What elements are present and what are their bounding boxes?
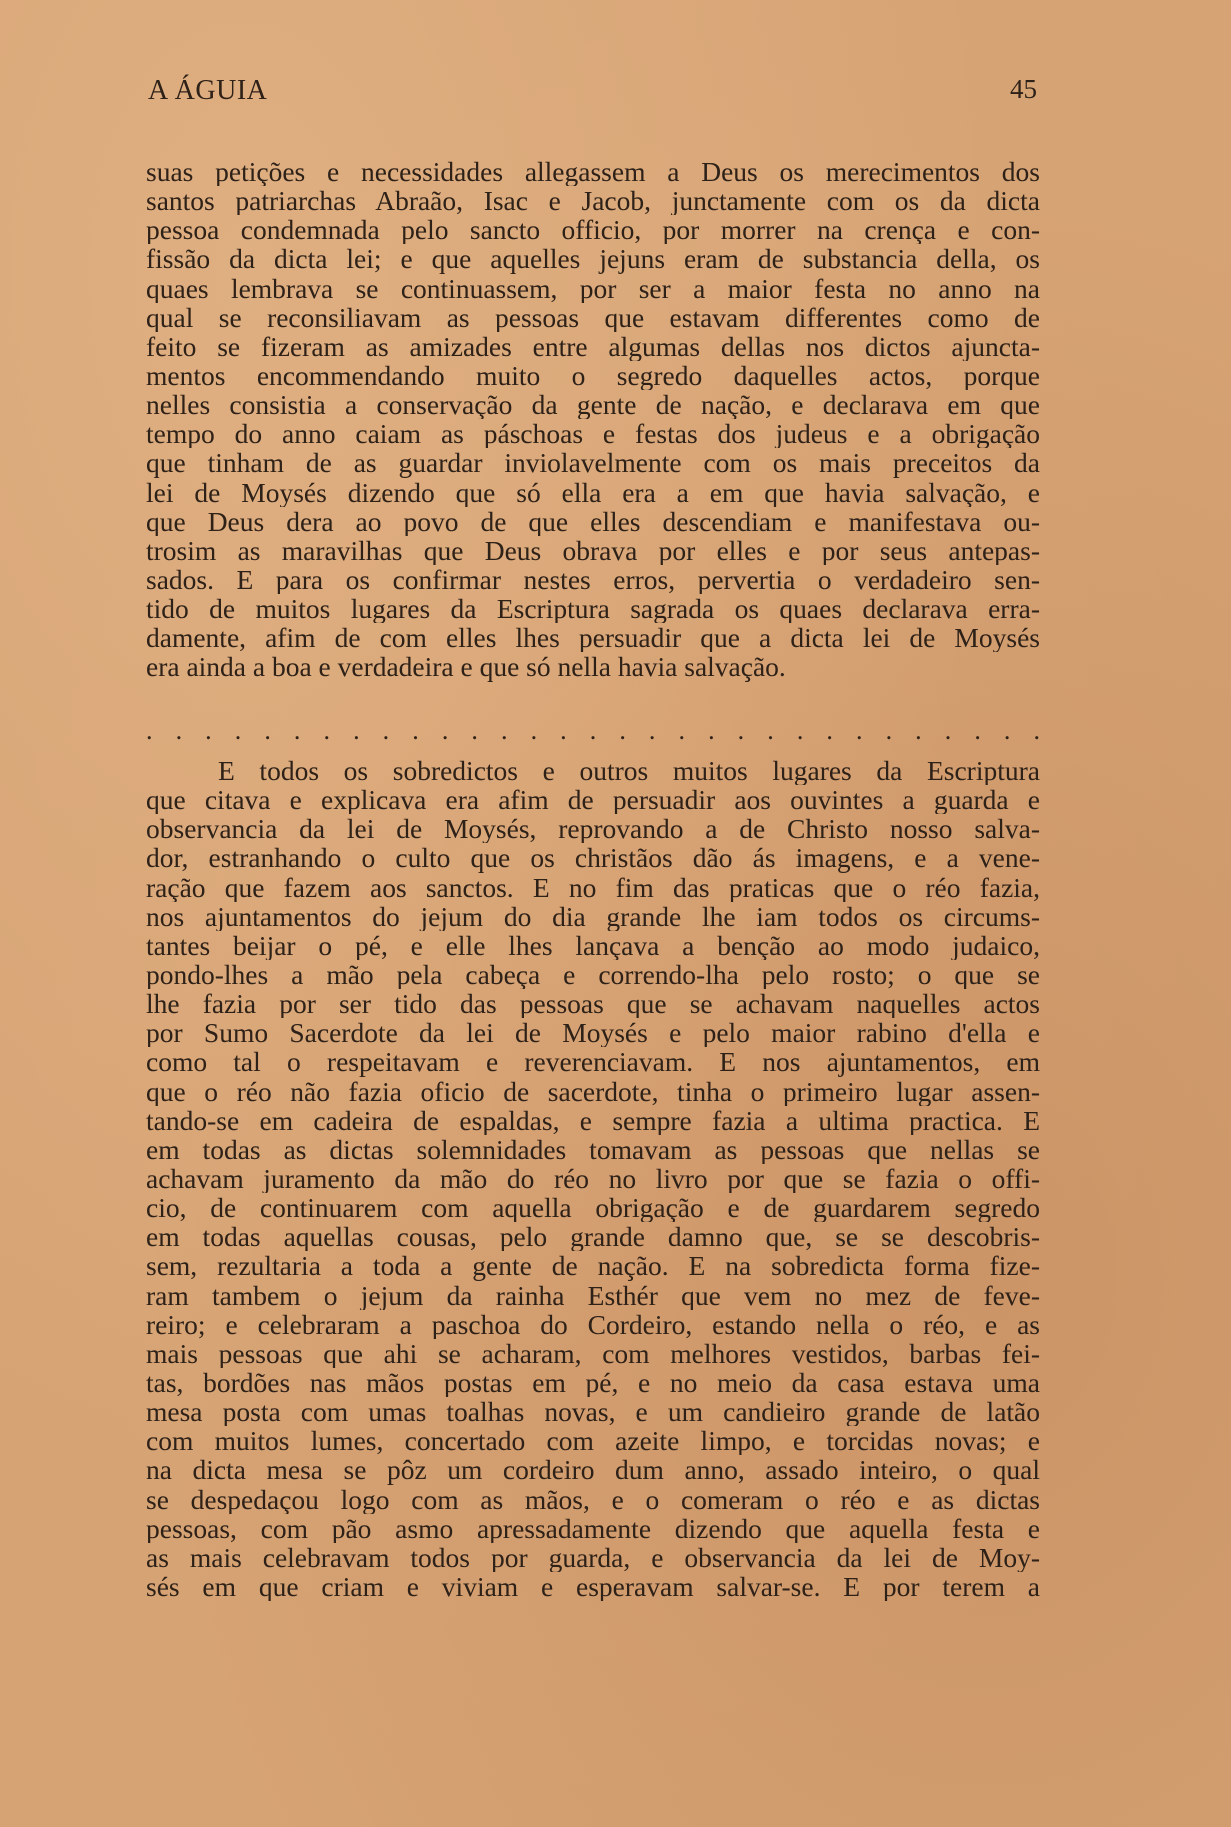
text-line: ram tambem o jejum da rainha Esthér que vem no mez de feve-	[146, 1280, 1040, 1310]
text-line: trosim as maravilhas que Deus obrava por elles e por seus antepas-	[146, 535, 1040, 565]
text-line: qual se reconsiliavam as pessoas que estavam differentes como de	[146, 302, 1040, 332]
text-line: dor, estranhando o culto que os christãos dão ás imagens, e a vene-	[146, 843, 1040, 873]
text-line: damente, afim de com elles lhes persuadir que a dicta lei de Moysés	[146, 623, 1040, 653]
text-line: que o réo não fazia oficio de sacerdote, tinha o primeiro lugar assen-	[146, 1076, 1040, 1106]
text-line: tido de muitos lugares da Escriptura sagrada os quaes declarava erra-	[146, 594, 1040, 624]
text-line: que Deus dera ao povo de que elles descendiam e manifestava ou-	[146, 506, 1040, 536]
text-line: que citava e explicava era afim de persuadir aos ouvintes a guarda e	[146, 785, 1040, 815]
text-line: quaes lembrava se continuassem, por ser a maior festa no anno na	[146, 273, 1040, 303]
page-number: 45	[1010, 74, 1037, 104]
running-title: A ÁGUIA	[148, 75, 268, 106]
text-line: que tinham de as guardar inviolavelmente com os mais preceitos da	[146, 448, 1040, 478]
text-line: em todas as dictas solemnidades tomavam as pessoas que nellas se	[146, 1134, 1040, 1164]
text-line: lei de Moysés dizendo que só ella era a em que havia salvação, e	[146, 477, 1040, 507]
text-line: nos ajuntamentos do jejum do dia grande lhe iam todos os circums-	[146, 901, 1040, 931]
text-line: como tal o respeitavam e reverenciavam. E nos ajuntamentos, em	[146, 1047, 1040, 1077]
section-break-dots: . . . . . . . . . . . . . . . . . . . . . . . . . . . . . . .	[146, 716, 1040, 745]
text-line: as mais celebravam todos por guarda, e observancia da lei de Moy-	[146, 1542, 1040, 1572]
text-line: tas, bordões nas mãos postas em pé, e no meio da casa estava uma	[146, 1367, 1040, 1398]
text-line: com muitos lumes, concertado com azeite limpo, e torcidas novas; e	[146, 1426, 1040, 1456]
text-line: reiro; e celebraram a paschoa do Cordeiro, estando nella o réo, e as	[146, 1309, 1040, 1339]
text-line: mentos encommendando muito o segredo daquelles actos, porque	[146, 360, 1040, 391]
text-line: sés em que criam e viviam e esperavam salvar-se. E por terem a	[146, 1571, 1040, 1602]
text-line: observancia da lei de Moysés, reprovando a de Christo nosso salva-	[146, 814, 1040, 844]
text-line: sem, rezultaria a toda a gente de nação. E na sobredicta forma fize-	[146, 1251, 1040, 1281]
text-line: era ainda a boa e verdadeira e que só nella havia salvação.	[146, 652, 786, 682]
text-line: feito se fizeram as amizades entre algumas dellas nos dictos ajuncta-	[146, 331, 1040, 361]
text-line: nelles consistia a conservação da gente de nação, e declarava em que	[146, 390, 1040, 420]
text-line: cio, de continuarem com aquella obrigação e de guardarem segredo	[146, 1193, 1040, 1223]
text-line: tantes beijar o pé, e elle lhes lançava a benção ao modo judaico,	[146, 930, 1040, 960]
text-line: se despedaçou logo com as mãos, e o comeram o réo e as dictas	[146, 1484, 1040, 1514]
paragraph-2	[146, 756, 1040, 1601]
text-line: na dicta mesa se pôz um cordeiro dum anno, assado inteiro, o qual	[146, 1455, 1040, 1485]
text-line: lhe fazia por ser tido das pessoas que se achavam naquelles actos	[146, 989, 1040, 1019]
text-line: tempo do anno caiam as páschoas e festas dos judeus e a obrigação	[146, 419, 1040, 449]
text-line: sados. E para os confirmar nestes erros, pervertia o verdadeiro sen-	[146, 564, 1040, 595]
text-line: ração que fazem aos sanctos. E no fim das praticas que o réo fazia,	[146, 872, 1040, 902]
text-line: em todas aquellas cousas, pelo grande damno que, se se descobris-	[146, 1222, 1040, 1252]
paragraph-1	[146, 157, 1040, 682]
text-line: pessoas, com pão asmo apressadamente dizendo que aquella festa e	[146, 1513, 1040, 1543]
text-line: pessoa condemnada pelo sancto officio, por morrer na crença e con-	[146, 215, 1040, 245]
text-line: achavam juramento da mão do réo no livro por que se fazia o offi-	[146, 1163, 1040, 1194]
text-line: tando-se em cadeira de espaldas, e sempre fazia a ultima practica. E	[146, 1105, 1040, 1135]
text-line: santos patriarchas Abraão, Isac e Jacob, junctamente com os da dicta	[146, 186, 1040, 216]
text-line: E todos os sobredictos e outros muitos lugares da Escriptura	[218, 756, 1040, 786]
text-line: pondo-lhes a mão pela cabeça e correndo-lha pelo rosto; o que se	[146, 959, 1040, 990]
text-line: por Sumo Sacerdote da lei de Moysés e pelo maior rabino d'ella e	[146, 1018, 1040, 1048]
text-line: mais pessoas que ahi se acharam, com melhores vestidos, barbas fei-	[146, 1338, 1040, 1368]
text-line: fissão da dicta lei; e que aquelles jejuns eram de substancia della, os	[146, 244, 1040, 274]
text-line: mesa posta com umas toalhas novas, e um candieiro grande de latão	[146, 1397, 1040, 1427]
text-line: suas petições e necessidades allegassem a Deus os merecimentos dos	[146, 157, 1040, 187]
